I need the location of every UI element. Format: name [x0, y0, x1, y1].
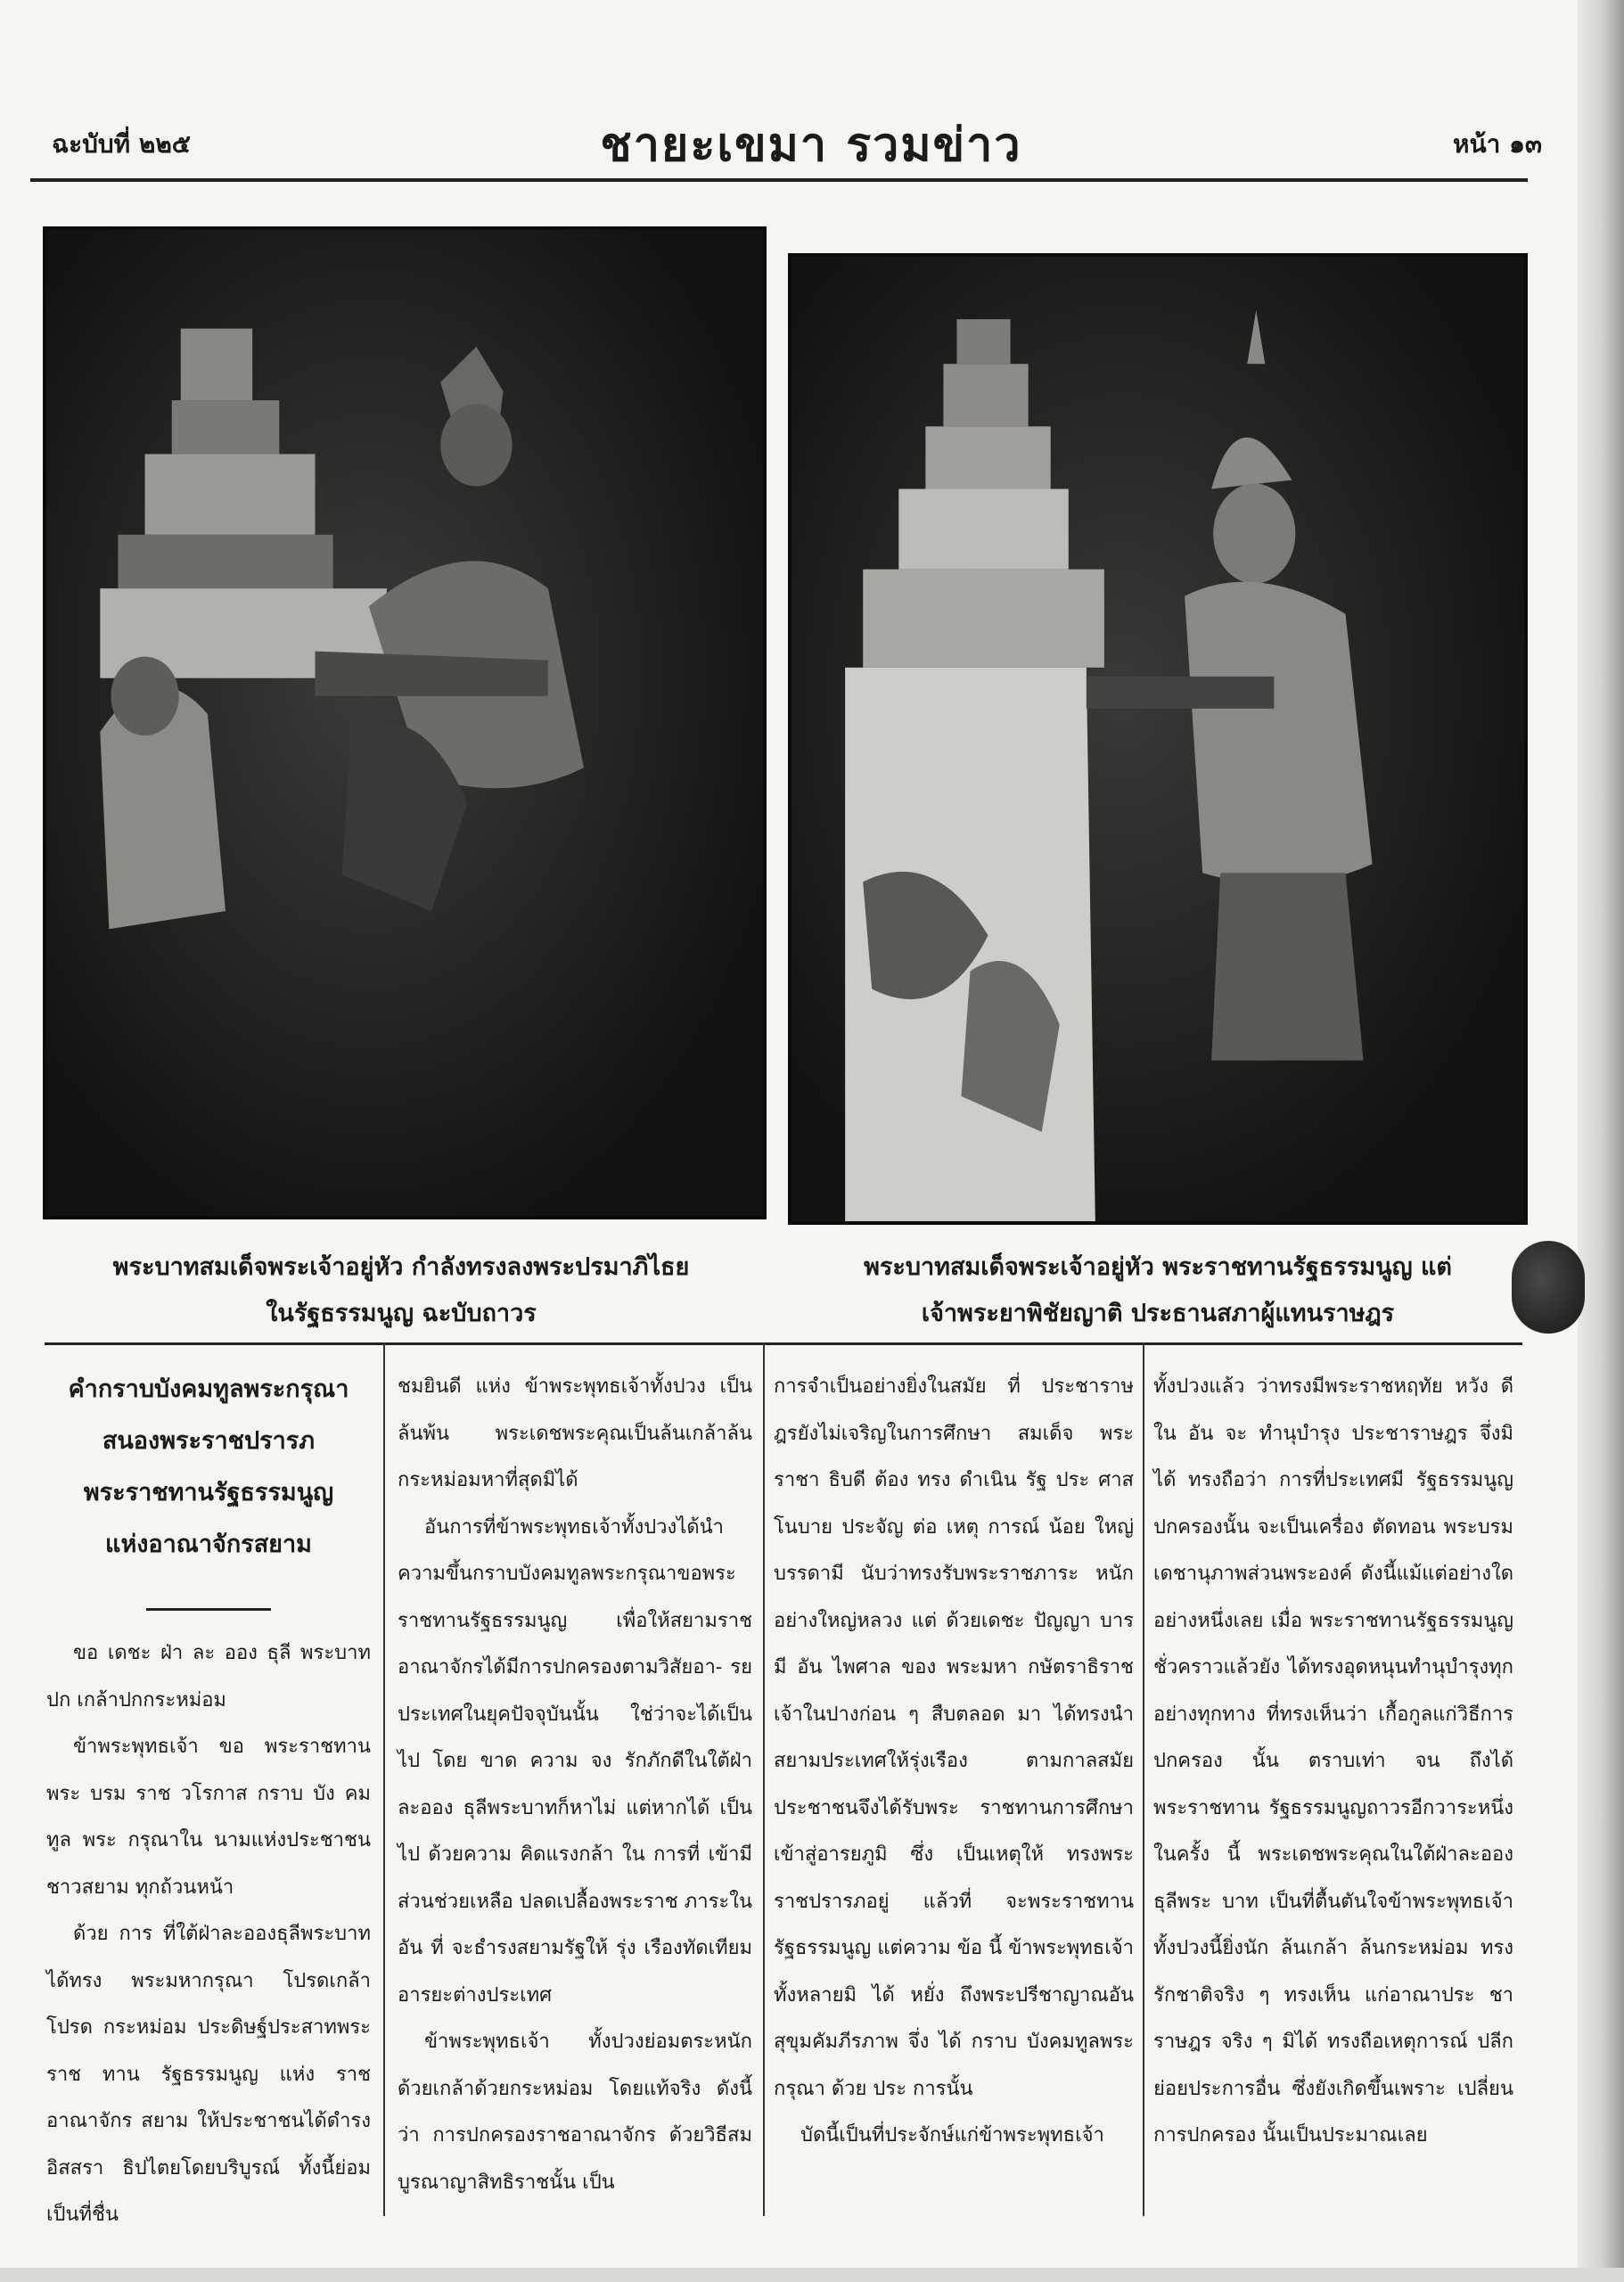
article-title-line: สนองพระราชปรารภ [102, 1427, 316, 1455]
article-paragraph: อันการที่ข้าพระพุทธเจ้าทั้งปวงได้นำ ความขึ้นกราบบังคมทูลพระกรุณาขอพระ ราชทานรัฐธรรมนูญ เพื่อให้สยามราช อาณาจักรได้มีการปกครองตามวิสัยอา- รยประเทศในยุคปัจจุบันนั้น ใช่ว่าจะได้เป็น ไป โดย ขาด ความ จง รักภักดีในใต้ฝ่า ละออง ธุลีพระบาทก็หาไม่ แต่หากได้ เป็น ไป ด้วยความ คิดแรงกล้า ใน การที่ เข้ามีส่วนช่วยเหลือ ปลดเปลื้องพระราช ภาระใน อัน ที่ จะธำรงสยามรัฐให้ รุ่ง เรืองทัดเทียมอารยะต่างประเทศ [398, 1515, 752, 2007]
article-column-2 [398, 1364, 752, 2206]
scan-edge-bottom [0, 2268, 1624, 2282]
photo-left-caption-line1: พระบาทสมเด็จพระเจ้าอยู่หัว กำลังทรงลงพระปรมาภิไธย [112, 1253, 690, 1281]
article-paragraph: ด้วย การ ที่ใต้ฝ่าละอองธุลีพระบาท ได้ทรง พระมหากรุณา โปรดเกล้าโปรด กระหม่อม ประดิษฐ์ประสาทพระราช ทาน รัฐธรรมนูญ แห่ง ราช อาณาจักร สยาม ให้ประชาชนได้ดำรงอิสสรา ธิปไตยโดยบริบูรณ์ ทั้งนี้ย่อมเป็นที่ชื่น [46, 1923, 371, 2226]
issue-number: ฉะบับที่ ๒๒๕ [52, 129, 191, 159]
photo-right-caption [788, 1244, 1528, 1337]
article-column-1 [46, 1364, 371, 2239]
article-title-line: คำกราบบังคมทูลพระกรุณา [68, 1375, 349, 1403]
article-paragraph: ทั้งปวงแล้ว ว่าทรงมีพระราชหฤทัย หวัง ดี ใน อัน จะ ทำนุบำรุง ประชาราษฎร จึ่งมิ ได้ ทรงถือว่า การที่ประเทศมี รัฐธรรมนูญปกครองนั้น จะเป็นเครื่อง ตัดทอน พระบรมเดชานุภาพส่วนพระองค์ ดังนี้แม้แต่อย่างใดอย่างหนึ่งเลย เมื่อ พระราชทานรัฐธรรมนูญชั่วคราวแล้วยัง ได้ทรงอุดหนุนทำนุบำรุงทุกอย่างทุกทาง ที่ทรงเห็นว่า เกื้อกูลแก่วิธีการปกครอง นั้น ตราบเท่า จน ถึงได้ พระราชทาน รัฐธรรมนูญถาวรอีกวาระหนึ่ง ในครั้ง นี้ พระเดชพระคุณในใต้ฝ่าละอองธุลีพระ บาท เป็นที่ตื้นตันใจข้าพระพุทธเจ้า ทั้งปวงนี้ยิ่งนัก ล้นเกล้า ล้นกระหม่อม ทรงรักชาติจริง ๆ ทรงเห็น แก่อาณาประ ชาราษฎร จริง ๆ มิได้ ทรงถือเหตุการณ์ ปลีกย่อยประการอื่น ซึ่งยังเกิดขึ้นเพราะ เปลี่ยนการปกครอง นั้นเป็นประมาณเลย [1153, 1375, 1513, 2147]
article-paragraph: ข้าพระพุทธเจ้า ทั้งปวงย่อมตระหนัก ด้วยเกล้าด้วยกระหม่อม โดยแท้จริง ดังนี้ว่า การปกครองราชอาณาจักร ด้วยวิธีสมบูรณาญาสิทธิราชนั้น เป็น [398, 2031, 752, 2194]
article-column-3 [774, 1364, 1134, 2160]
article-paragraph: ขอ เดชะ ฝ่า ละ ออง ธุลี พระบาท ปก เกล้าปกกระหม่อม [46, 1642, 371, 1712]
article-top-rule [45, 1342, 1522, 1345]
photo-left-caption-line2: ในรัฐธรรมนูญ ฉะบับถาวร [266, 1300, 537, 1327]
article-title-line: พระราชทานรัฐธรรมนูญ [83, 1479, 334, 1506]
photo-left-caption [53, 1244, 749, 1337]
photo-king-signing-constitution [43, 226, 767, 1219]
article-title-line: แห่งอาณาจักรสยาม [105, 1531, 312, 1558]
article-column-4 [1153, 1364, 1513, 2160]
header-rule [30, 178, 1528, 182]
article-paragraph: การจำเป็นอย่างยิ่งในสมัย ที่ ประชาราษ ฎรยังไม่เจริญในการศึกษา สมเด็จ พระ ราชา ธิบดี ต้อง ทรง ดำเนิน รัฐ ประ ศาสโนบาย ประจัญ ต่อ เหตุ การณ์ น้อย ใหญ่บรรดามี นับว่าทรงรับพระราชภาระ หนักอย่างใหญ่หลวง แต่ ด้วยเดชะ ปัญญา บาร มี อัน ไพศาล ของ พระมหา กษัตราธิราชเจ้าในปางก่อน ๆ สืบตลอด มา ได้ทรงนำสยามประเทศให้รุ่งเรือง ตามกาลสมัย ประชาชนจึงได้รับพระ ราชทานการศึกษาเข้าสู่อารยภูมิ ซึ่ง เป็นเหตุให้ ทรงพระราชปรารภอยู่ แล้วที่ จะพระราชทานรัฐธรรมนูญ แต่ความ ข้อ นี้ ข้าพระพุทธเจ้า ทั้งหลายมิ ได้ หยั่ง ถึงพระปรีชาญาณอันสุขุมคัมภีรภาพ จึ่ง ได้ กราบ บังคมทูลพระกรุณา ด้วย ประ การนั้น [774, 1375, 1134, 2100]
photo-king-presenting-constitution [788, 253, 1528, 1225]
photo-right-illustration [791, 257, 1524, 1221]
photo-right-caption-line2: เจ้าพระยาพิชัยญาติ ประธานสภาผู้แทนราษฎร [921, 1300, 1395, 1327]
title-divider [146, 1608, 271, 1611]
article-paragraph: ข้าพระพุทธเจ้า ขอ พระราชทานพระ บรม ราช วโรกาส กราบ บัง คม ทูล พระ กรุณาใน นามแห่งประชาชน ชาวสยาม ทุกถ้วนหน้า [46, 1736, 371, 1899]
scanner-thumb-smudge [1512, 1241, 1585, 1334]
scan-edge-shadow [1578, 0, 1624, 2282]
article-paragraph: บัดนี้เป็นที่ประจักษ์แก่ข้าพระพุทธเจ้า [800, 2124, 1104, 2147]
column-divider [383, 1342, 385, 2216]
article-paragraph: ชมยินดี แห่ง ข้าพระพุทธเจ้าทั้งปวง เป็น ล้นพ้น พระเดชพระคุณเป็นล้นเกล้าล้น กระหม่อมหาที่สุดมิได้ [398, 1375, 752, 1491]
column-divider [1143, 1342, 1144, 2216]
photo-right-caption-line1: พระบาทสมเด็จพระเจ้าอยู่หัว พระราชทานรัฐธรรมนูญ แต่ [864, 1253, 1452, 1281]
page-number: หน้า ๑๓ [1453, 129, 1542, 159]
column-divider [763, 1342, 765, 2216]
newspaper-masthead: ชายะเขมา รวมข่าว [600, 118, 1022, 172]
photo-left-illustration [46, 230, 763, 1216]
